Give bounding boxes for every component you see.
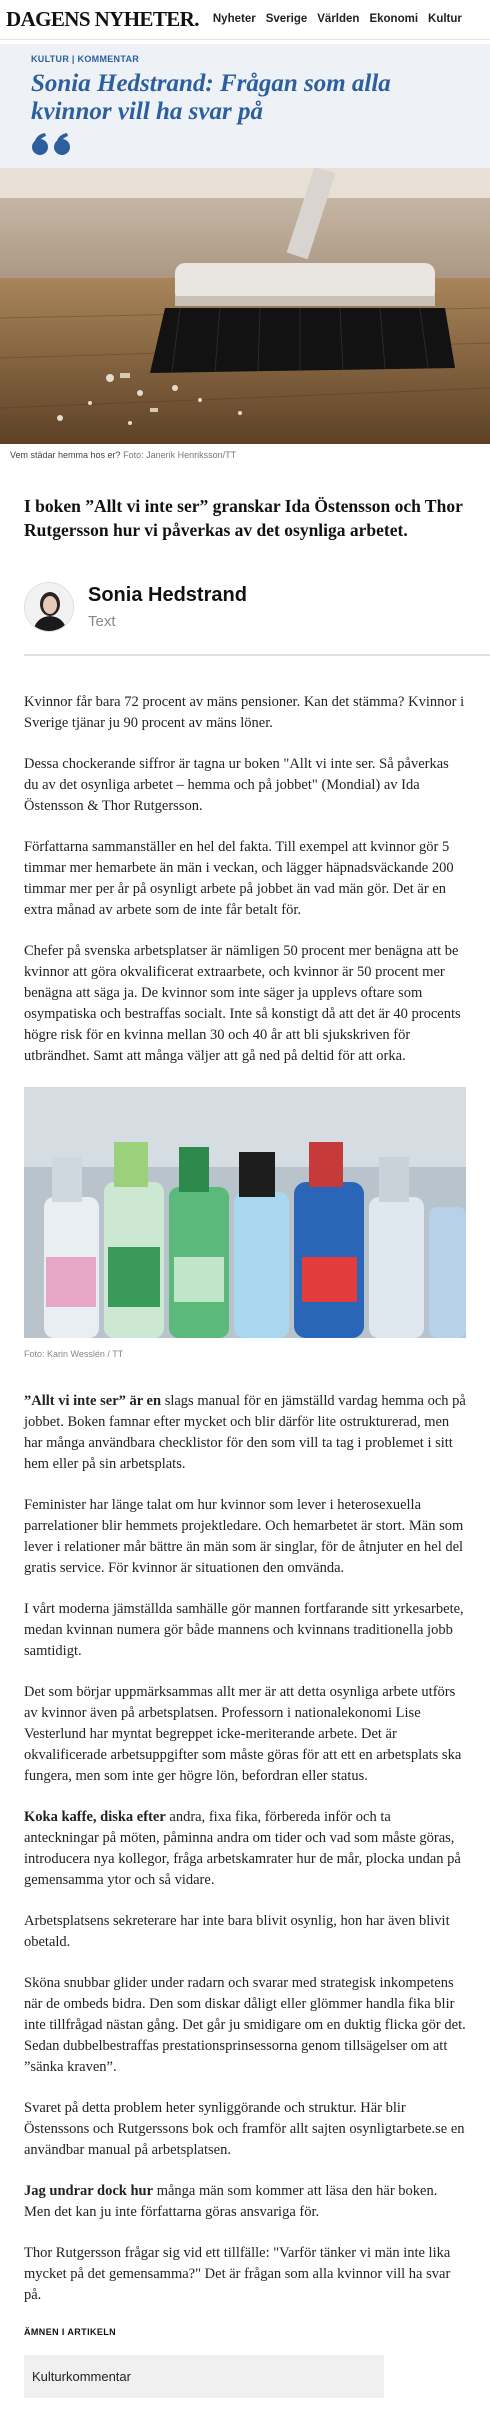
hero-image	[0, 168, 490, 444]
author-role: Text	[88, 613, 116, 630]
hero-caption-text: Vem städar hemma hos er?	[10, 450, 121, 460]
nav-links	[213, 13, 462, 27]
paragraph: Dessa chockerande siffror är tagna ur boken "Allt vi inte ser. Så påverkas du av det osynliga arbetet – hemma och på jobbet" (Mondial) av Ida Östensson & Thor Rutgersson.	[24, 756, 449, 814]
paragraph-lead-bold: Koka kaffe, diska efter	[24, 1809, 166, 1825]
paragraph-text: andra, fixa fika, förbereda inför och ta anteckningar på möten, påminna andra om tider och vad som måste göras, introducera nya kollegor, fråga arbetskamrater hur de mår, plocka undan på gemensamma ytor och så vidare.	[24, 1809, 461, 1888]
article-body	[0, 656, 490, 2398]
nav-link-nyheter[interactable]: Nyheter	[212, 12, 256, 25]
author-byline[interactable]	[0, 582, 490, 632]
paragraph: I vårt moderna jämställda samhälle gör mannen fortfarande sitt yrkesarbete, medan kvinnan numera gör både mannens och kvinnans traditionella jobb samtidigt.	[24, 1601, 464, 1659]
inline-figure	[24, 1087, 466, 1365]
paragraph: Författarna sammanställer en hel del fakta. Till exempel att kvinnor gör 5 timmar mer hemarbete än män i veckan, och lägger häpnadsväckande 200 timmar mer per år på osynligt arbete på jobbet än vad män gör. Det är en extra månad av arbete som de inte får betalt för.	[24, 839, 454, 918]
paragraph: Thor Rutgersson frågar sig vid ett tillfälle: "Varför tänker vi män inte lika mycket på det gemensamma?" Det är frågan som alla kvinnor vill ha svar på.	[24, 2245, 451, 2303]
paragraph-lead-bold: Jag undrar dock hur	[24, 2183, 154, 2199]
quote-icon	[31, 132, 77, 160]
site-logo[interactable]: DAGENS NYHETER.	[6, 7, 199, 31]
paragraph	[24, 1391, 466, 1475]
tags-heading: ÄMNEN I ARTIKELN	[24, 2327, 117, 2337]
article-headline	[31, 70, 459, 126]
cleaning-products-photo	[24, 1087, 466, 1338]
paragraph-lead-bold: ”Allt vi inte ser” är en	[24, 1393, 162, 1409]
headline-title: Frågan som alla kvinnor vill ha svar på	[31, 70, 391, 125]
author-avatar[interactable]	[24, 582, 74, 632]
paragraph-text: många män som kommer att läsa den här boken. Men det kan ju inte författarna göras ansvariga för.	[24, 2183, 438, 2220]
tag-kulturkommentar[interactable]: Kulturkommentar	[24, 2355, 384, 2398]
paragraph: Det som börjar uppmärksammas allt mer är att detta osynliga arbete utförs av kvinnor även på arbetsplatsen. Professorn i nationalekonomi Lise Vesterlund har myntat begreppet icke-meriterande arbete. Det är okvalificerade arbetsuppgifter som måste göras för att ett en arbetsplats ska fungera, men som inte ger högre lön, befordran eller status.	[24, 1684, 462, 1784]
author-name[interactable]: Sonia Hedstrand	[88, 584, 247, 606]
article-header	[0, 44, 490, 168]
headline-author: Sonia Hedstrand:	[31, 70, 214, 97]
nav-link-ekonomi[interactable]: Ekonomi	[369, 12, 419, 25]
nav-link-varlden[interactable]: Världen	[317, 12, 360, 25]
paragraph-text: slags manual för en jämställd vardag hemma och på jobbet. Boken famnar efter mycket och blir därför lite ostrukturerad, men har många användbara checklistor för den som vill ta tag i problemet i sitt hem eller på sin arbetsplats.	[24, 1393, 466, 1472]
nav-link-kultur[interactable]: Kultur	[428, 12, 462, 25]
broom-photo	[0, 168, 490, 444]
paragraph	[24, 2181, 466, 2223]
paragraph: Chefer på svenska arbetsplatser är nämligen 50 procent mer benägna att be kvinnor att göra okvalificerat extraarbete, och kvinnor är 50 procent mer benägna att säga ja. De kvinnor som inte säger ja upplevs oftare som osympatiska och bestraffas socialt. Inte så konstigt då att det är 40 procents högre risk för en kvinna mellan 30 och 40 år att bli sjukskriven för utbrändhet. Samt att många väljer att gå ned på deltid för att orka.	[24, 943, 461, 1064]
paragraph: Svaret på detta problem heter synliggörande och struktur. Här blir Östenssons och Rutgerssons bok och framför allt sajten osynligtarbete.se en användbar manual på arbetsplatsen.	[24, 2100, 465, 2158]
paragraph: Kvinnor får bara 72 procent av mäns pensioner. Kan det stämma? Kvinnor i Sverige tjänar ju 90 procent av mäns löner.	[24, 694, 465, 731]
hero-caption	[0, 444, 490, 460]
top-navigation	[0, 0, 490, 40]
paragraph	[24, 1807, 466, 1891]
article-kicker[interactable]: KULTUR | KOMMENTAR	[31, 54, 140, 64]
article-lead: I boken ”Allt vi inte ser” granskar Ida Östensson och Thor Rutgersson hur vi påverkas av det osynliga arbetet.	[24, 496, 463, 540]
figure-caption: Foto: Karin Wesslén / TT	[24, 1349, 124, 1359]
paragraph: Sköna snubbar glider under radarn och svarar med strategisk inkompetens när de ombeds bidra. Den som diskar dåligt eller glömmer handla fika blir inte tillfrågad nästan gång. Det går ju smidigare om en duktig flicka gör det. Sedan dubbelbestraffas prestationsprinsessorna genom tillsägelser om att ”sänka kraven”.	[24, 1975, 466, 2075]
paragraph: Arbetsplatsens sekreterare har inte bara blivit osynlig, hon har även blivit obetald.	[24, 1913, 450, 1950]
hero-credit: Foto: Janerik Henriksson/TT	[123, 450, 237, 460]
nav-link-sverige[interactable]: Sverige	[265, 12, 308, 25]
author-meta	[88, 584, 247, 630]
paragraph: Feminister har länge talat om hur kvinnor som lever i heterosexuella parrelationer blir hemmets projektledare. Och hemarbetet är stort. Män som lever i relationer mår bättre än män som är singlar, för de åtnjuter en hel del gratis service. För kvinnor är situationen den omvända.	[24, 1497, 464, 1576]
